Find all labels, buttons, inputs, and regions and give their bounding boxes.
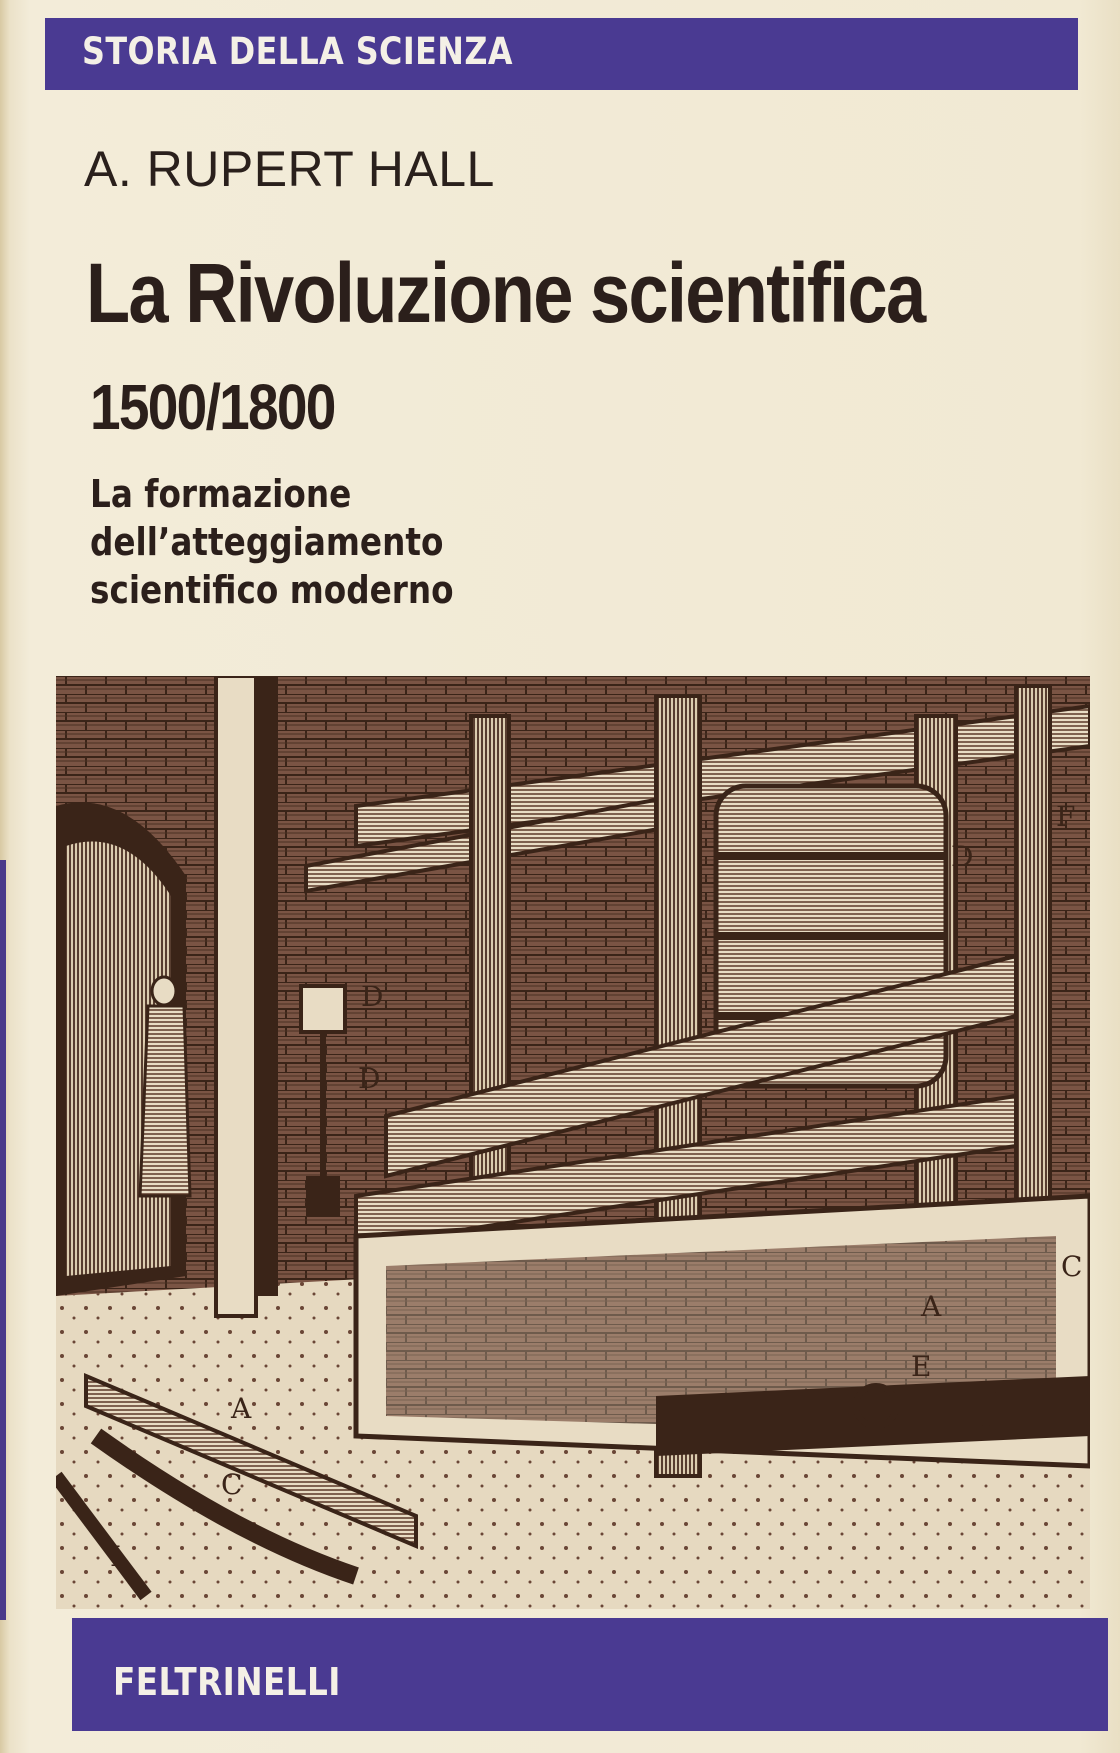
spine-strip [0, 860, 6, 1620]
illustration-letter: D [361, 980, 384, 1013]
subtitle-line-2: scientifico moderno [90, 568, 454, 612]
publisher-name: FELTRINELLI [113, 1660, 341, 1704]
illustration-letter: A [921, 1290, 942, 1323]
illustration-letter: D [951, 840, 974, 873]
illustration-letter: E [911, 1350, 932, 1383]
series-title: STORIA DELLA SCIENZA [82, 30, 513, 73]
book-subtitle [90, 470, 692, 614]
illustration-letter: L [110, 1540, 129, 1573]
book-title: La Rivoluzione scientifica [86, 246, 925, 340]
author-name: A. RUPERT HALL [84, 141, 495, 197]
book-dates: 1500/1800 [90, 371, 335, 443]
illustration-letter: D [358, 1062, 381, 1095]
woodcut-illustration [56, 676, 1090, 1609]
illustration-letter: F [1056, 800, 1076, 833]
illustration-letter: C [1061, 1250, 1083, 1283]
illustration-letter: C [221, 1468, 243, 1501]
subtitle-line-1: La formazione dell’atteggiamento [90, 472, 444, 564]
illustration-letter: A [231, 1392, 252, 1425]
